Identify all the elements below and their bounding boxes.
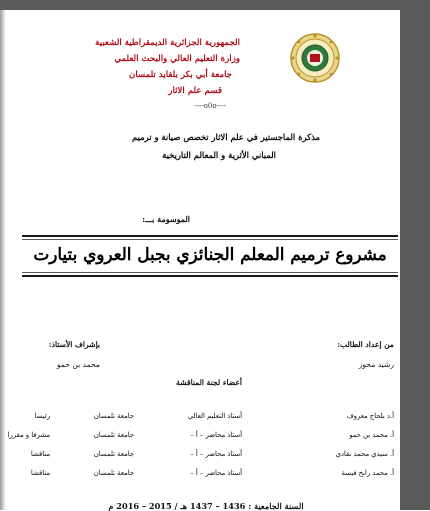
member-name: أ. محمد رابح فيسة [341,469,394,477]
member-institution: جامعة تلمسان [93,450,134,458]
memo-line-2: المباني الأثرية و المعالم التاريخية [162,150,276,160]
thesis-title: مشروع ترميم المعلم الجنائزي بجبل العروي بتيارت [33,244,387,264]
supervised-by-label: بإشراف الأستاذ: [48,340,100,349]
title-rule-top [22,235,398,237]
header-republic: الجمهورية الجزائرية الديمقراطية الشعبية [95,38,240,48]
title-rule-bottom-thin [22,272,398,273]
header-separator: ----o0o---- [194,102,226,110]
member-role: مناقشا [30,469,50,477]
prepared-by-label: من إعداد الطالب: [337,340,394,349]
academic-year: السنة الجامعية : 1436 – 1437 هـ / 2015 – 2016 م [108,501,304,511]
member-role: رئيسا [34,412,50,420]
member-role: مناقشا [30,450,50,458]
named-label: الموسومة بـــ: [142,214,190,224]
member-institution: جامعة تلمسان [93,469,134,477]
member-rank: أستاذ محاضر – أ – [190,469,242,477]
member-institution: جامعة تلمسان [93,431,134,439]
student-name: رشيد محوز [358,360,394,369]
member-institution: جامعة تلمسان [93,412,134,420]
header-ministry: وزارة التعليم العالي والبحث العلمي [114,54,240,64]
header-department: قسم علم الاثار [168,86,222,96]
committee-title: أعضاء لجنة المناقشة [176,378,242,387]
member-rank: أستاذ محاضر – أ – [190,431,242,439]
member-name: أ.د بلحاج معروف [346,412,394,420]
member-rank: أستاذ التعليم العالي [187,412,242,420]
member-name: أ. سيدي محمد نقادي [335,450,394,458]
document-page [6,10,400,510]
supervisor-name: محمد بن حمو [56,360,100,369]
window-top-bar [0,0,430,10]
member-name: أ. محمد بن حمو [349,431,394,439]
vertical-scrollbar[interactable] [400,0,430,510]
title-rule-bottom [22,275,398,277]
memo-line-1: مذكرة الماجستير في علم الاثار تخصص صيانة و ترميم [131,132,320,142]
university-emblem-icon [288,32,342,84]
title-rule-top-thin [22,239,398,240]
member-rank: أستاذ محاضر – أ – [190,450,242,458]
header-university: جامعة أبي بكر بلقايد تلمسان [129,70,232,80]
member-role: مشرفا و مقررا [7,431,50,439]
